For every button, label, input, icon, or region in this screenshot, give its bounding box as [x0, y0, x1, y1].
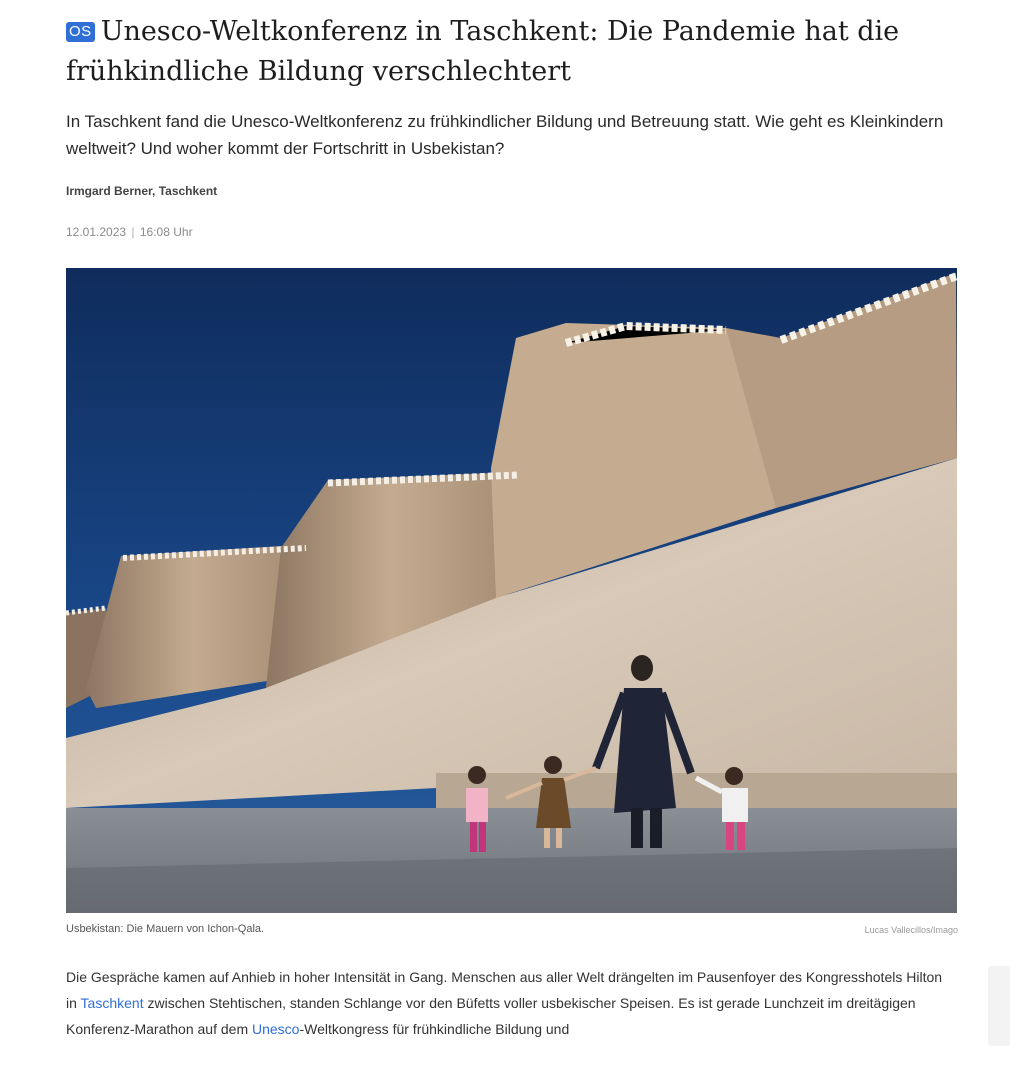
body-text-3: -Weltkongress für frühkindliche Bildung und	[299, 1021, 570, 1037]
article-body	[66, 964, 946, 1042]
photo-caption: Usbekistan: Die Mauern von Ichon-Qala.	[66, 923, 265, 935]
headline-text: Unesco-Weltkonferenz in Taschkent: Die Pandemie hat die frühkindliche Bildung verschlechtert	[66, 16, 900, 87]
body-text-1: Die Gespräche kamen auf Anhieb in hoher Intensität in Gang. Menschen aus aller Welt drängelten im Pausenfoyer des Kongresshotels Hilton in	[66, 969, 943, 1011]
article-headline	[66, 12, 946, 92]
author-line[interactable]: Irmgard Berner, Taschkent	[66, 184, 218, 198]
date-separator: |	[128, 225, 138, 239]
body-text-2: zwischen Stehtischen, standen Schlange vor den Büfetts voller usbekischer Speisen. Es ist gerade Lunchzeit im dreitägigen Konferenz-Marathon auf dem	[66, 995, 916, 1037]
link-unesco[interactable]: Unesco	[252, 1021, 300, 1037]
article-lead: In Taschkent fand die Unesco-Weltkonferenz zu frühkindlicher Bildung und Betreuung statt. Wie geht es Kleinkindern weltweit? Und woher kommt der Fortschritt in Usbekistan?	[66, 112, 944, 158]
city-wall-photo	[66, 268, 957, 913]
date-value: 12.01.2023	[66, 225, 127, 239]
photo-credit: Lucas Vallecillos/Imago	[864, 925, 958, 935]
time-value: 16:08 Uhr	[139, 225, 193, 239]
article-photo[interactable]	[66, 268, 957, 913]
side-scroll-tab[interactable]	[988, 966, 1010, 1046]
premium-badge: OS	[66, 22, 95, 42]
publish-date	[66, 225, 193, 239]
link-taschkent[interactable]: Taschkent	[80, 995, 144, 1011]
